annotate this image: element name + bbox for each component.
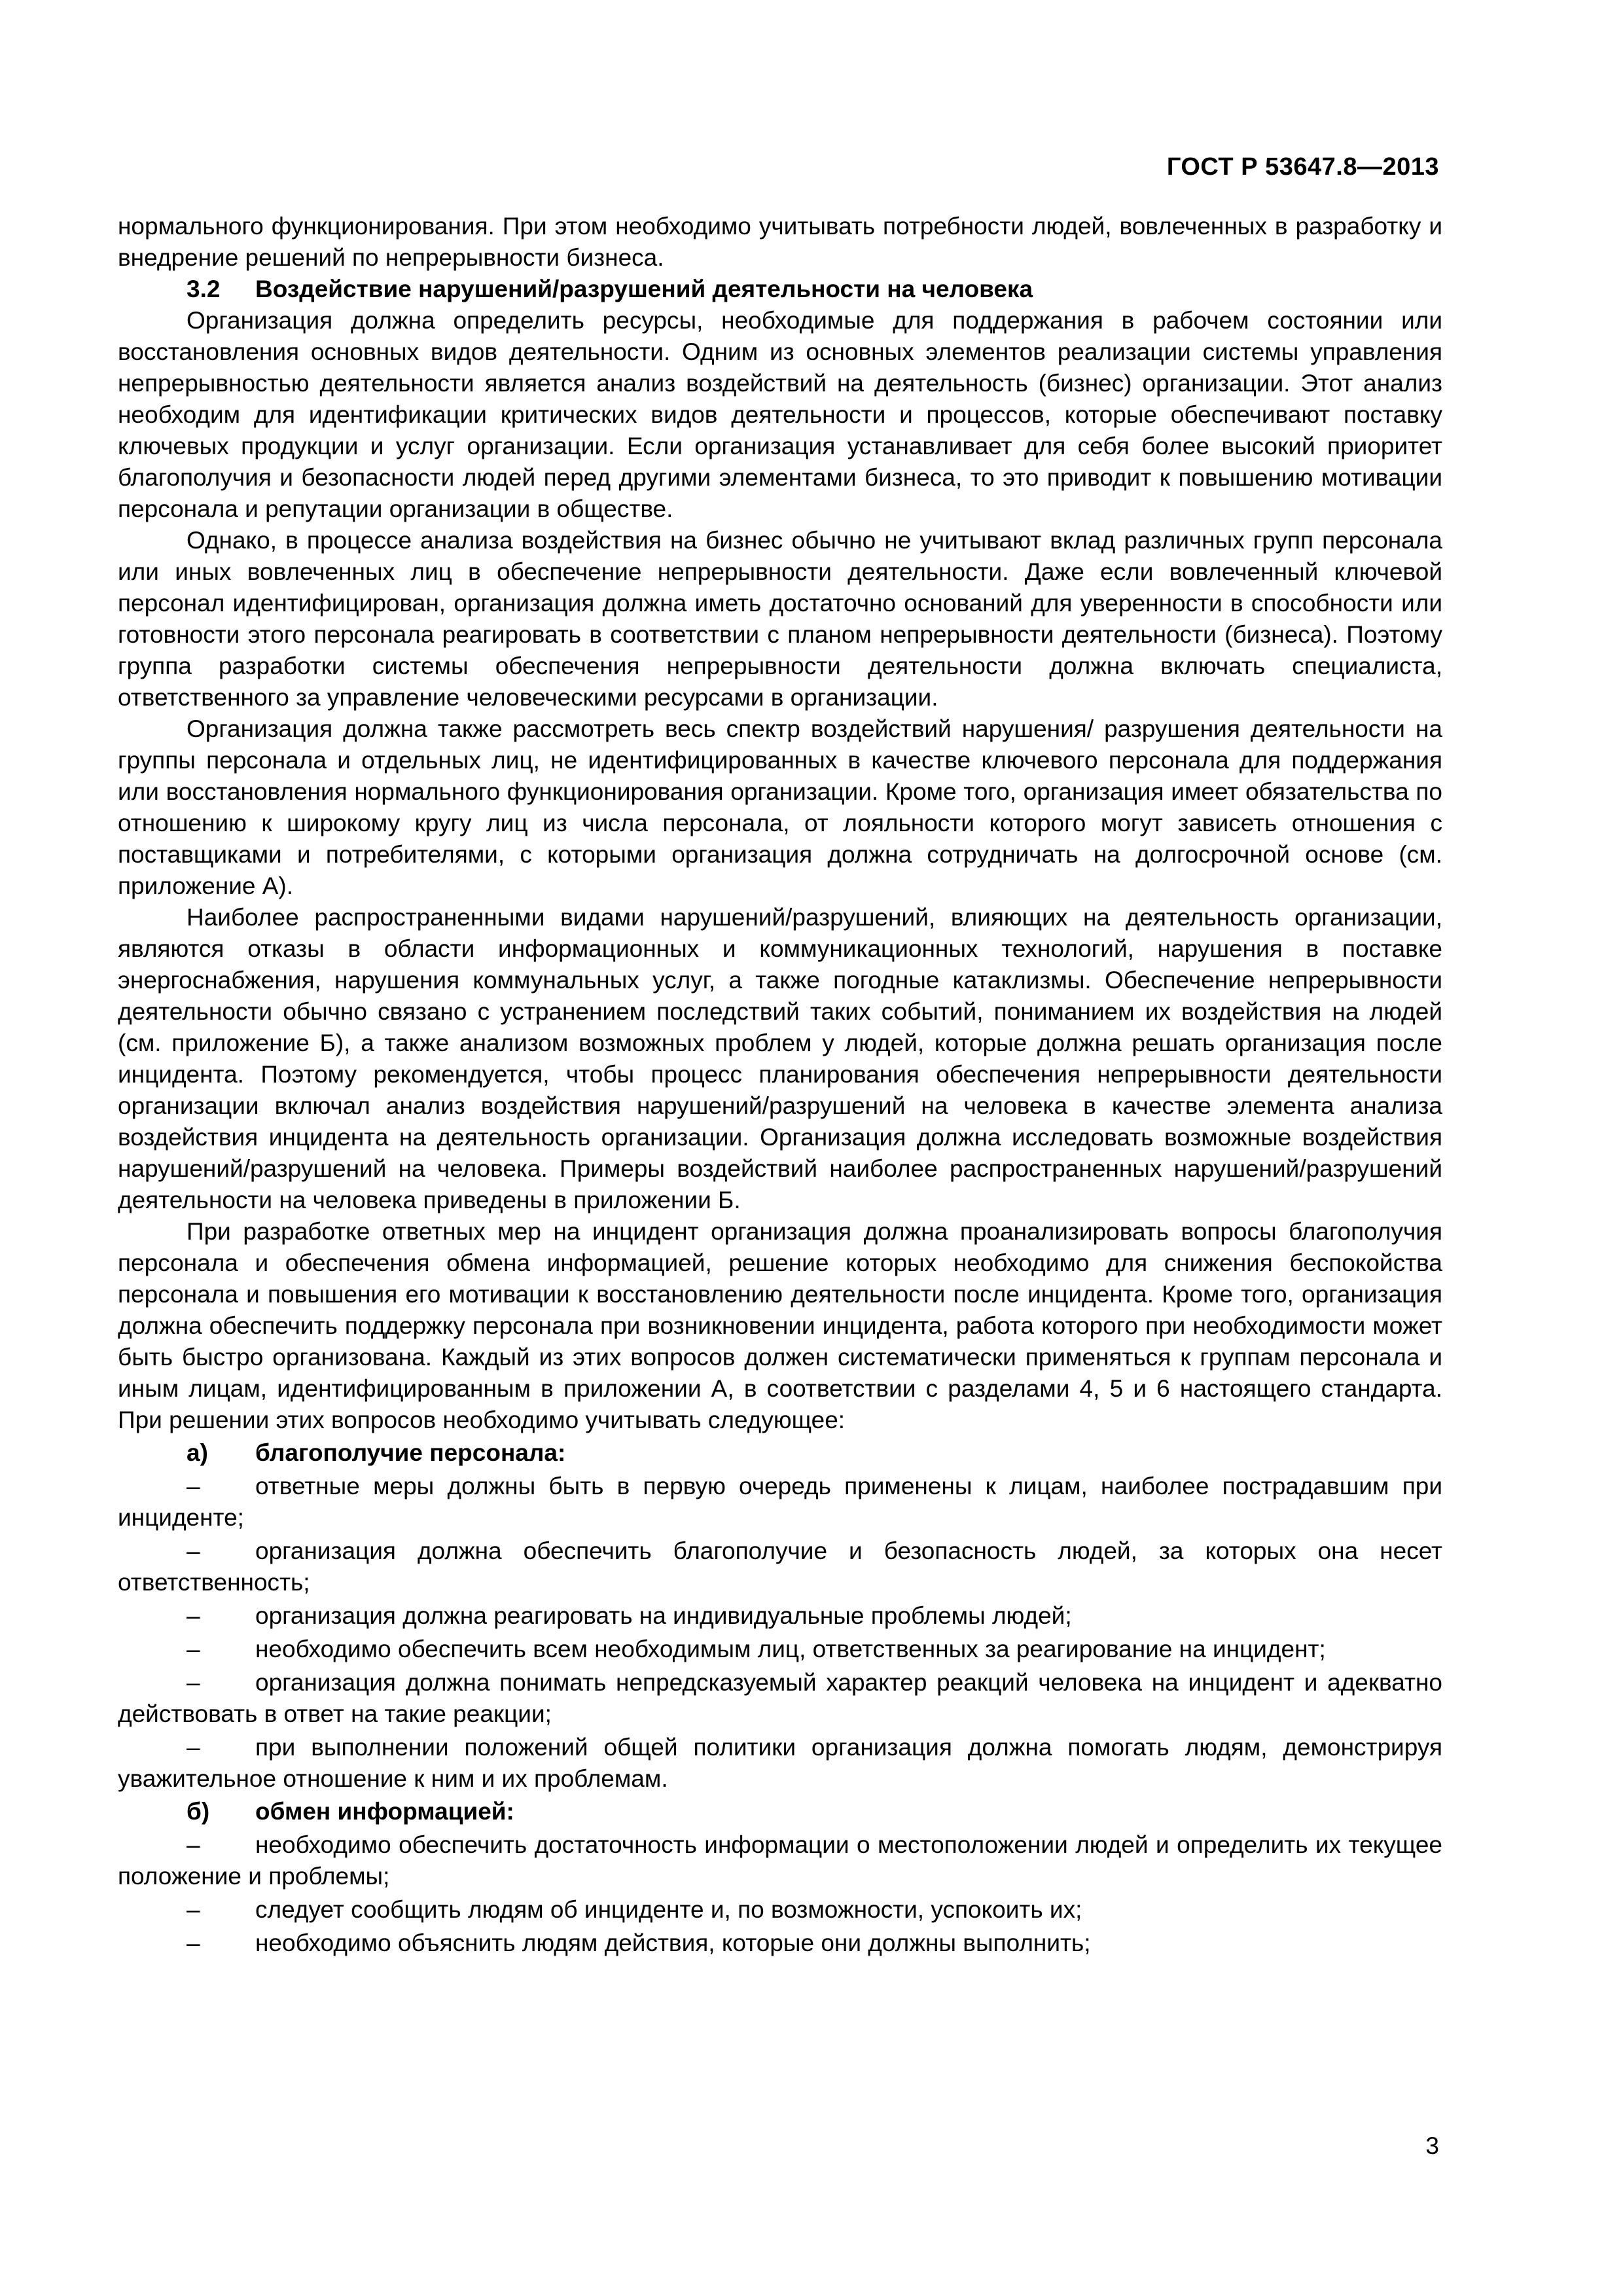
list-item bbox=[118, 1634, 1442, 1665]
paragraph-business-analysis: Однако, в процессе анализа воздействия на бизнес обычно не учитывают вклад различных групп персонала или иных вовлеченных лиц в обеспечение непрерывности деятельности. Даже если вовлеченный ключевой персонал идентифицирован, организация должна иметь достаточно оснований для уверенности в способности или готовности этого персонала реагировать в соответствии с планом непрерывности деятельности (бизнеса). Поэтому группа разработки системы обеспечения непрерывности деятельности должна включать специалиста, ответственного за управление человеческими ресурсами в организации. bbox=[118, 527, 1442, 711]
list-item-text: при выполнении положений общей политики организация должна помогать людям, демонстрируя уважительное отношение к ним и их проблемам. bbox=[118, 1734, 1442, 1792]
list-item-text: организация должна понимать непредсказуемый характер реакций человека на инцидент и адекватно действовать в ответ на такие реакции; bbox=[118, 1669, 1442, 1727]
paragraph-impact-spectrum: Организация должна также рассмотреть весь спектр воздействий нарушения/ разрушения деятельности на группы персонала и отдельных лиц, не идентифицированных в качестве ключевого персонала для поддержания или восстановления нормального функционирования организации. Кроме того, организация имеет обязательства по отношению к широкому кругу лиц из числа персонала, от лояльности которого могут зависеть отношения с поставщиками и потребителями, с которыми организация должна сотрудничать на долгосрочной основе (см. приложение А). bbox=[118, 715, 1442, 899]
list-item bbox=[118, 1471, 1442, 1534]
paragraph-resources: Организация должна определить ресурсы, необходимые для поддержания в рабочем состоянии или восстановления основных видов деятельности. Одним из основных элементов реализации системы управления непрерывностью деятельности является анализ воздействий на деятельность (бизнес) организации. Этот анализ необходим для идентификации критических видов деятельности и процессов, которые обеспечивают поставку ключевых продукции и услуг организации. Если организация устанавливает для себя более высокий приоритет благополучия и безопасности людей перед другими элементами бизнеса, то это приводит к повышению мотивации персонала и репутации организации в обществе. bbox=[118, 307, 1442, 522]
dash-marker: – bbox=[187, 1831, 200, 1858]
paragraph-common-disruptions: Наиболее распространенными видами нарушений/разрушений, влияющих на деятельность организации, являются отказы в области информационных и коммуникационных технологий, нарушения в поставке энергоснабжения, нарушения коммунальных услуг, а также погодные катаклизмы. Обеспечение непрерывности деятельности обычно связано с устранением последствий таких событий, пониманием их воздействия на людей (см. приложение Б), а также анализом возможных проблем у людей, которые должна решать организация после инцидента. Поэтому рекомендуется, чтобы процесс планирования обеспечения непрерывности деятельности организации включал анализ воздействия нарушений/разрушений на человека в качестве элемента анализа воздействия инцидента на деятельность организации. Организация должна исследовать возможные воздействия нарушений/разрушений на человека. Примеры воздействий наиболее распространенных нарушений/разрушений деятельности на человека приведены в приложении Б. bbox=[118, 904, 1442, 1213]
section-title: Воздействие нарушений/разрушений деятельности на человека bbox=[255, 276, 1033, 302]
paragraph-response-measures: При разработке ответных мер на инцидент организация должна проанализировать вопросы благополучия персонала и обеспечения обмена информацией, решение которых необходимо для снижения беспокойства персонала и повышения его мотивации к восстановлению деятельности после инцидента. Кроме того, организация должна обеспечить поддержку персонала при возникновении инцидента, работа которого при необходимости может быть быстро организована. Каждый из этих вопросов должен систематически применяться к группам персонала и иным лицам, идентифицированным в приложении А, в соответствии с разделами 4, 5 и 6 настоящего стандарта. При решении этих вопросов необходимо учитывать следующее: bbox=[118, 1218, 1442, 1433]
list-heading-a bbox=[118, 1437, 1442, 1469]
list-item-text: ответные меры должны быть в первую очередь применены к лицам, наиболее пострадавшим при инциденте; bbox=[118, 1473, 1442, 1531]
list-item-text: необходимо обеспечить всем необходимым лиц, ответственных за реагирование на инцидент; bbox=[255, 1636, 1326, 1662]
paragraph-continuation: нормального функционирования. При этом необходимо учитывать потребности людей, вовлеченных в разработку и внедрение решений по непрерывности бизнеса. bbox=[118, 213, 1442, 271]
dash-marker: – bbox=[187, 1896, 200, 1923]
list-item-text: организация должна реагировать на индивидуальные проблемы людей; bbox=[255, 1602, 1072, 1629]
list-marker-b: б) bbox=[187, 1798, 210, 1825]
list-item bbox=[118, 1600, 1442, 1632]
list-heading-b bbox=[118, 1796, 1442, 1827]
list-title-b: обмен информацией: bbox=[255, 1798, 514, 1825]
dash-marker: – bbox=[187, 1537, 200, 1564]
dash-marker: – bbox=[187, 1734, 200, 1761]
section-number: 3.2 bbox=[187, 276, 221, 302]
dash-marker: – bbox=[187, 1929, 200, 1956]
list-item bbox=[118, 1667, 1442, 1730]
document-body bbox=[118, 211, 1442, 1959]
list-item bbox=[118, 1829, 1442, 1892]
page-number: 3 bbox=[1425, 2132, 1439, 2159]
list-item bbox=[118, 1894, 1442, 1926]
list-item-text: организация должна обеспечить благополучие и безопасность людей, за которых она несет ответственность; bbox=[118, 1537, 1442, 1596]
section-heading bbox=[118, 274, 1442, 305]
dash-marker: – bbox=[187, 1636, 200, 1662]
list-item bbox=[118, 1732, 1442, 1795]
list-title-a: благополучие персонала: bbox=[255, 1439, 566, 1466]
list-item bbox=[118, 1535, 1442, 1598]
list-item-text: необходимо обеспечить достаточность информации о местоположении людей и определить их текущее положение и проблемы; bbox=[118, 1831, 1442, 1890]
list-item bbox=[118, 1928, 1442, 1959]
dash-marker: – bbox=[187, 1473, 200, 1499]
list-marker-a: а) bbox=[187, 1439, 208, 1466]
dash-marker: – bbox=[187, 1602, 200, 1629]
dash-marker: – bbox=[187, 1669, 200, 1696]
list-item-text: необходимо объяснить людям действия, которые они должны выполнить; bbox=[255, 1929, 1091, 1956]
list-item-text: следует сообщить людям об инциденте и, по возможности, успокоить их; bbox=[255, 1896, 1082, 1923]
standard-code-header: ГОСТ Р 53647.8—2013 bbox=[1166, 153, 1439, 181]
